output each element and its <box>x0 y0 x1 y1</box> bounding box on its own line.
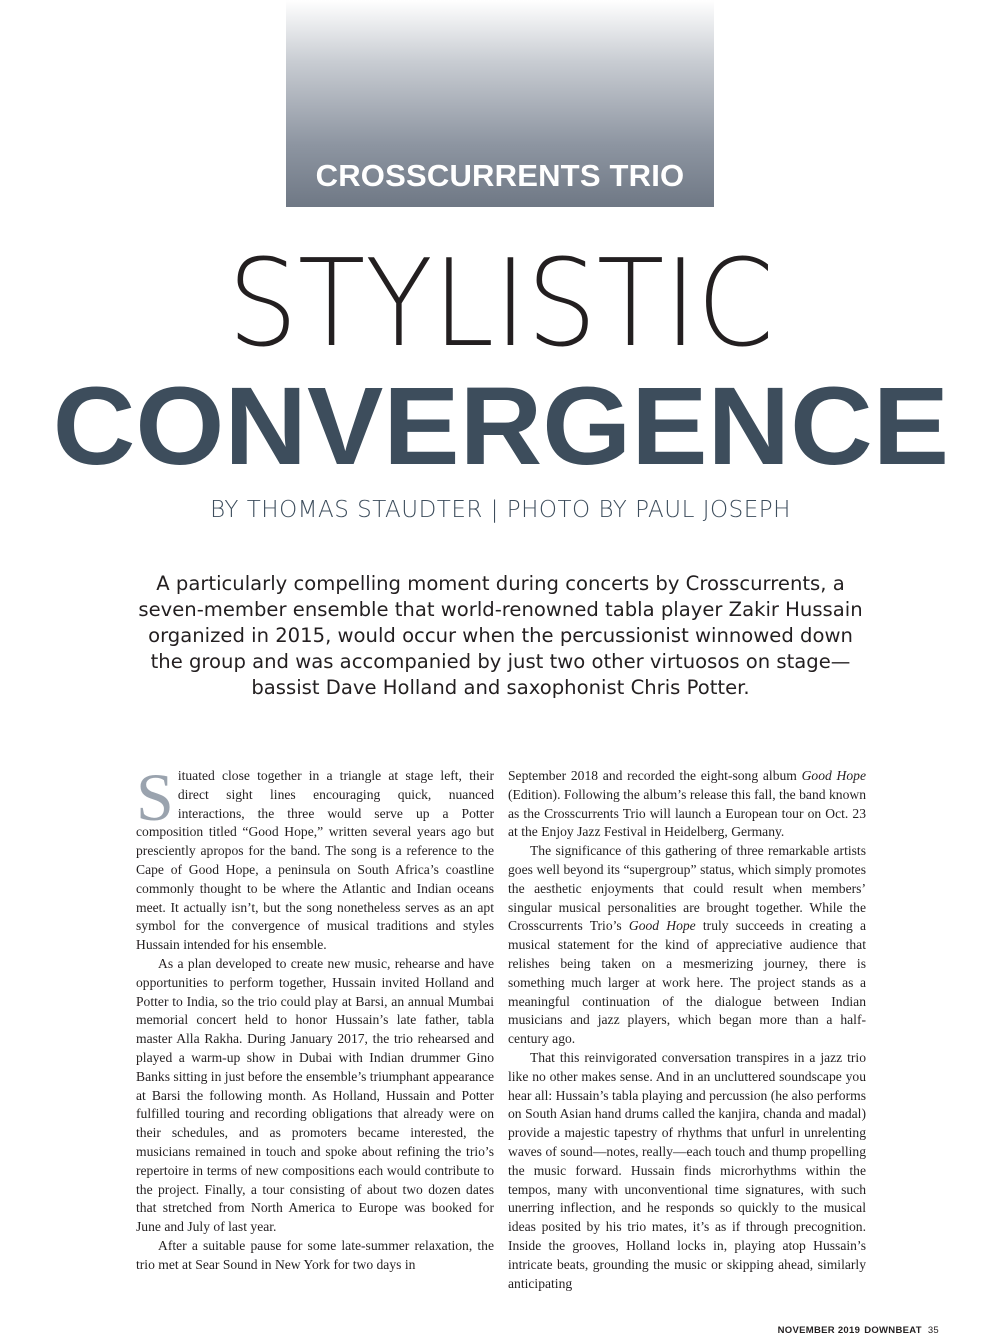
body-text: truly succeeds in creating a musical statement for the kind of appreciative audience that relishes being taken on a mesmerizing journey, there is something much larger at work here. The project stands as a meaningful continuation of the dialogue between Indian musicians and jazz players, which began more than a half-century ago. <box>508 918 867 1047</box>
folio-page-number: 35 <box>927 1325 939 1336</box>
body-paragraph: As a plan developed to create new music, rehearse and have opportunities to perform together, Hussain invited Holland and Potter to India, so the trio could play at Barsi, an annual Mumbai memorial concert held to honor Hussain’s late father, tabla master Alla Rakha. During January 2017, the trio rehearsed and played a warm-up show in Dubai with Indian drummer Gino Banks sitting in just before the ensemble’s triumphant appearance at Barsi the following month. As Holland, Hussain and Potter fulfilled touring and recording obligations that already were on their schedules, and as promoters became interested, the musicians remained in touch and spoke about refining the trio’s repertoire in terms of new compositions each would contribute to the project. Finally, a tour consisting of about two dozen dates that stretched from North America to Europe was booked for June and July of last year. <box>136 955 494 1235</box>
kicker-banner <box>286 0 714 207</box>
page-folio <box>778 1325 939 1336</box>
body-paragraph <box>508 767 866 842</box>
folio-publication: DOWNBEAT <box>864 1325 922 1336</box>
deck-paragraph: A particularly compelling moment during concerts by Crosscurrents, a seven-member ensemble that world-renowned tabla player Zakir Hussain organized in 2015, would occur when the percussionist winnowed down the group and was accompanied by just two other virtuosos on stage—bassist Dave Holland and saxophonist Chris Potter. <box>138 572 863 699</box>
headline-line-2 <box>0 365 1001 488</box>
kicker-label: CROSSCURRENTS TRIO <box>315 158 685 193</box>
body-paragraph: That this reinvigorated conversation transpires in a jazz trio like no other makes sense. And in an uncluttered soundscape you hear all: Hussain’s tabla playing and percussion (he also performs on South Asian hand drums called the kanjira, chanda and madal) provide a majestic tapestry of rhythms that unfurl in unrelenting waves of sound—notes, really—each touch and thump propelling the music forward. Hussain finds microrhythms within the tempos, many with unconventional time signatures, with such unerring inflection, and he responds so quickly to the musical ideas posited by his trio mates, it’s as if through precognition. Inside the grooves, Holland locks in, playing atop Hussain’s intricate beats, grounding the music or skipping ahead, similarly anticipating <box>508 1049 866 1291</box>
body-paragraph <box>508 842 866 1049</box>
drop-cap: S <box>136 759 174 835</box>
body-column-right <box>508 767 866 1293</box>
headline-line-2-text: CONVERGENCE <box>52 365 949 488</box>
headline-line-1 <box>0 235 1001 374</box>
album-title: Good Hope <box>628 918 696 934</box>
body-paragraph <box>136 759 494 955</box>
body-text: The significance of this gathering of three remarkable artists goes well beyond its “supergroup” status, which simply promotes the aesthetic enjoyments that could result when members’ singular musical personalities are brought together. While the Crosscurrents Trio’s <box>508 843 866 934</box>
body-text: September 2018 and recorded the eight-song album <box>508 768 802 783</box>
headline-line-1-text: STYLISTIC <box>227 235 774 374</box>
folio-date: NOVEMBER 2019 <box>777 1325 861 1336</box>
body-paragraph: After a suitable pause for some late-summer relaxation, the trio met at Sear Sound in New York for two days in <box>136 1237 494 1272</box>
album-title: Good Hope <box>801 768 866 783</box>
body-column-left <box>136 759 494 1275</box>
body-text: ituated close together in a triangle at stage left, their direct sight lines encouraging quick, nuanced interactions, the three would serve up a Potter composition titled “Good Hope,” written several years ago but presciently apropos for the band. The song is a reference to the Cape of Good Hope, a peninsula on South Africa’s coastline commonly thought to be where the Atlantic and Indian oceans meet. It actually isn’t, but the song nonetheless serves as an apt symbol for the convergence of musical traditions and styles Hussain intended for his ensemble. <box>136 768 494 953</box>
byline: BY THOMAS STAUDTER | PHOTO BY PAUL JOSEPH <box>210 497 791 523</box>
body-text: (Edition). Following the album’s release this fall, the band known as the Crosscurrents Trio will launch a European tour on Oct. 23 at the Enjoy Jazz Festival in Heidelberg, Germany. <box>508 786 866 840</box>
